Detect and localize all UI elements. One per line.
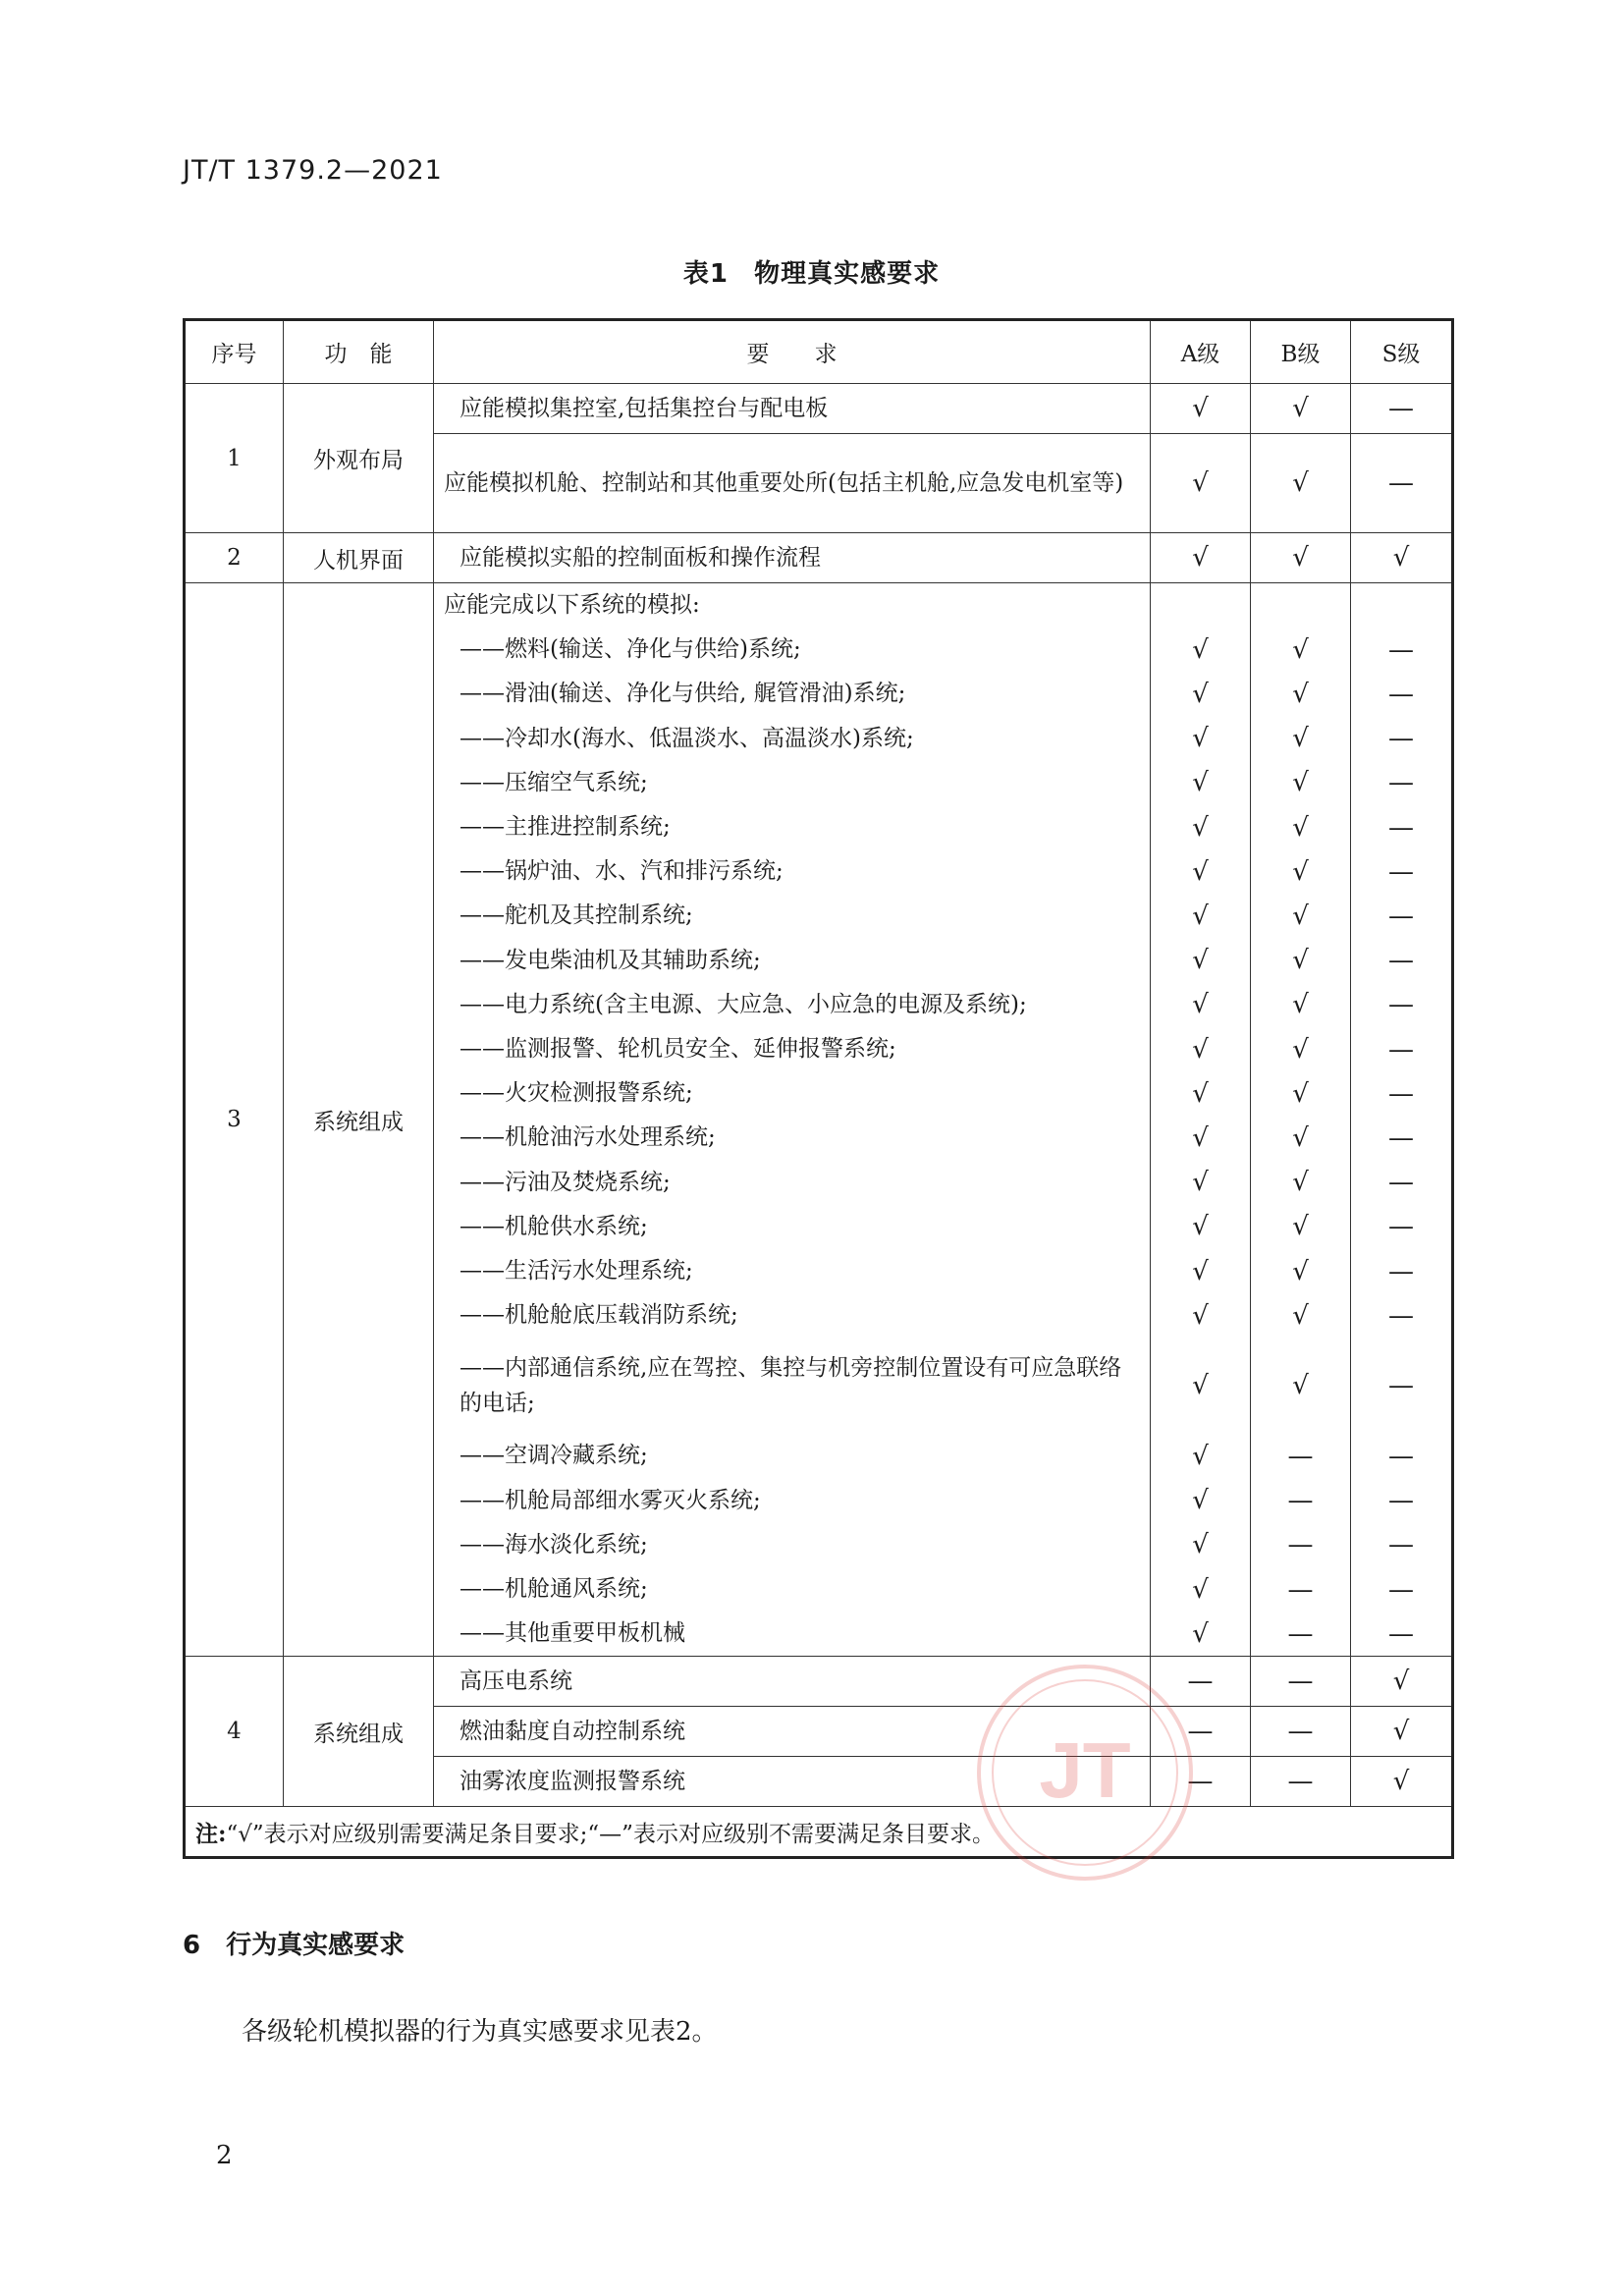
dash-mark: — — [1187, 1767, 1214, 1797]
check-mark: √ — [1192, 1078, 1209, 1109]
level-b-cell — [1251, 384, 1351, 434]
empty-cell — [1151, 583, 1251, 629]
requirement-text: 应能模拟机舱、控制站和其他重要处所(包括主机舱,应急发电机室等) — [434, 434, 1151, 533]
level-s-cell — [1351, 1293, 1453, 1338]
dash-mark: — — [1388, 1212, 1414, 1242]
requirement-text: 应能模拟实船的控制面板和操作流程 — [434, 533, 1151, 583]
dash-mark: — — [1388, 856, 1414, 887]
check-mark: √ — [1192, 394, 1209, 423]
check-mark: √ — [1292, 1256, 1309, 1286]
requirement-text: ——火灾检测报警系统; — [434, 1071, 1151, 1116]
check-mark: √ — [1192, 1574, 1209, 1605]
level-s-cell — [1351, 805, 1453, 849]
level-a-cell — [1151, 805, 1251, 849]
dash-mark: — — [1388, 1300, 1414, 1331]
level-a-cell — [1151, 533, 1251, 583]
page-number: 2 — [216, 2141, 233, 2170]
check-mark: √ — [1192, 1486, 1209, 1516]
row-number: 1 — [185, 384, 284, 533]
level-s-cell — [1351, 1757, 1453, 1807]
dash-mark: — — [1187, 1667, 1214, 1697]
dash-mark: — — [1388, 394, 1414, 423]
level-a-cell — [1151, 384, 1251, 434]
check-mark: √ — [1292, 1300, 1309, 1331]
dash-mark: — — [1388, 1530, 1414, 1560]
requirement-text: ——锅炉油、水、汽和排污系统; — [434, 849, 1151, 894]
level-b-cell — [1251, 1161, 1351, 1205]
dash-mark: — — [1388, 1256, 1414, 1286]
check-mark: √ — [1292, 990, 1309, 1020]
dash-mark: — — [1388, 1371, 1414, 1401]
check-mark: √ — [1192, 768, 1209, 798]
requirement-text: ——机舱通风系统; — [434, 1567, 1151, 1612]
level-a-cell — [1151, 1027, 1251, 1071]
check-mark: √ — [1392, 543, 1410, 573]
dash-mark: — — [1388, 1574, 1414, 1605]
level-s-cell — [1351, 384, 1453, 434]
table-note — [185, 1807, 1453, 1858]
level-b-cell — [1251, 1434, 1351, 1478]
row-function: 系统组成 — [284, 1657, 434, 1807]
requirement-text: 燃油黏度自动控制系统 — [434, 1707, 1151, 1757]
level-s-cell — [1351, 533, 1453, 583]
dash-mark: — — [1388, 768, 1414, 798]
level-a-cell — [1151, 1707, 1251, 1757]
level-s-cell — [1351, 672, 1453, 716]
level-s-cell — [1351, 1027, 1453, 1071]
check-mark: √ — [1192, 1530, 1209, 1560]
requirement-text: ——电力系统(含主电源、大应急、小应急的电源及系统); — [434, 983, 1151, 1027]
check-mark: √ — [1192, 1123, 1209, 1154]
check-mark: √ — [1192, 902, 1209, 932]
level-a-cell — [1151, 1567, 1251, 1612]
requirement-text: ——生活污水处理系统; — [434, 1249, 1151, 1293]
level-a-cell — [1151, 983, 1251, 1027]
check-mark: √ — [1392, 1717, 1410, 1747]
level-s-cell — [1351, 1434, 1453, 1478]
level-a-cell — [1151, 1657, 1251, 1707]
section-number: 6 — [183, 1931, 201, 1960]
level-a-cell — [1151, 849, 1251, 894]
row-number: 3 — [185, 583, 284, 1657]
level-b-cell — [1251, 1071, 1351, 1116]
row-number: 2 — [185, 533, 284, 583]
check-mark: √ — [1292, 634, 1309, 665]
requirement-text: ——滑油(输送、净化与供给, 艉管滑油)系统; — [434, 672, 1151, 716]
level-s-cell — [1351, 1523, 1453, 1567]
level-s-cell — [1351, 1707, 1453, 1757]
level-a-cell — [1151, 939, 1251, 983]
level-s-cell — [1351, 761, 1453, 805]
level-s-cell — [1351, 983, 1453, 1027]
dash-mark: — — [1388, 990, 1414, 1020]
check-mark: √ — [1192, 1618, 1209, 1649]
check-mark: √ — [1192, 856, 1209, 887]
check-mark: √ — [1192, 1371, 1209, 1401]
level-b-cell — [1251, 1523, 1351, 1567]
level-a-cell — [1151, 1612, 1251, 1657]
col-header-requirement: 要 求 — [434, 320, 1151, 384]
dash-mark: — — [1287, 1442, 1314, 1472]
dash-mark: — — [1388, 902, 1414, 932]
col-header-function: 功 能 — [284, 320, 434, 384]
dash-mark: — — [1388, 1618, 1414, 1649]
note-label: 注: — [195, 1820, 227, 1847]
body-paragraph: 各级轮机模拟器的行为真实感要求见表2。 — [242, 2017, 718, 2047]
level-b-cell — [1251, 1116, 1351, 1160]
level-s-cell — [1351, 434, 1453, 533]
dash-mark: — — [1388, 1442, 1414, 1472]
dash-mark: — — [1287, 1530, 1314, 1560]
level-a-cell — [1151, 1071, 1251, 1116]
check-mark: √ — [1292, 902, 1309, 932]
requirement-intro: 应能完成以下系统的模拟: — [434, 583, 1151, 629]
dash-mark: — — [1388, 1034, 1414, 1065]
level-a-cell — [1151, 1523, 1251, 1567]
requirement-text: ——燃料(输送、净化与供给)系统; — [434, 628, 1151, 672]
level-b-cell — [1251, 1612, 1351, 1657]
dash-mark: — — [1388, 468, 1414, 498]
level-b-cell — [1251, 761, 1351, 805]
check-mark: √ — [1292, 1123, 1309, 1154]
check-mark: √ — [1292, 680, 1309, 709]
row-function: 人机界面 — [284, 533, 434, 583]
level-a-cell — [1151, 1479, 1251, 1523]
level-b-cell — [1251, 1479, 1351, 1523]
level-a-cell — [1151, 717, 1251, 761]
level-a-cell — [1151, 761, 1251, 805]
table-row — [185, 583, 1453, 629]
check-mark: √ — [1292, 946, 1309, 976]
level-a-cell — [1151, 1293, 1251, 1338]
check-mark: √ — [1192, 543, 1209, 573]
check-mark: √ — [1292, 1212, 1309, 1242]
check-mark: √ — [1292, 768, 1309, 798]
check-mark: √ — [1392, 1767, 1410, 1797]
dash-mark: — — [1287, 1667, 1314, 1697]
table-title-text: 物理真实感要求 — [754, 259, 941, 289]
level-s-cell — [1351, 1116, 1453, 1160]
requirements-table — [183, 318, 1454, 1859]
check-mark: √ — [1192, 812, 1209, 843]
table-row — [185, 533, 1453, 583]
level-s-cell — [1351, 1567, 1453, 1612]
level-b-cell — [1251, 894, 1351, 938]
row-function: 系统组成 — [284, 583, 434, 1657]
level-s-cell — [1351, 1338, 1453, 1434]
row-number: 4 — [185, 1657, 284, 1807]
level-b-cell — [1251, 717, 1351, 761]
check-mark: √ — [1192, 634, 1209, 665]
check-mark: √ — [1292, 856, 1309, 887]
level-a-cell — [1151, 628, 1251, 672]
requirement-text: ——内部通信系统,应在驾控、集控与机旁控制位置设有可应急联络的电话; — [434, 1338, 1151, 1434]
dash-mark: — — [1287, 1574, 1314, 1605]
level-a-cell — [1151, 1757, 1251, 1807]
dash-mark: — — [1388, 1168, 1414, 1198]
level-a-cell — [1151, 1161, 1251, 1205]
note-text: “√”表示对应级别需要满足条目要求;“—”表示对应级别不需要满足条目要求。 — [226, 1821, 995, 1847]
check-mark: √ — [1292, 543, 1309, 573]
requirement-text: ——发电柴油机及其辅助系统; — [434, 939, 1151, 983]
check-mark: √ — [1292, 1078, 1309, 1109]
check-mark: √ — [1292, 812, 1309, 843]
check-mark: √ — [1292, 1034, 1309, 1065]
level-b-cell — [1251, 849, 1351, 894]
empty-cell — [1251, 583, 1351, 629]
requirement-text: ——舵机及其控制系统; — [434, 894, 1151, 938]
dash-mark: — — [1388, 1078, 1414, 1109]
dash-mark: — — [1388, 1486, 1414, 1516]
requirement-text: ——污油及焚烧系统; — [434, 1161, 1151, 1205]
level-a-cell — [1151, 1116, 1251, 1160]
requirement-text: ——监测报警、轮机员安全、延伸报警系统; — [434, 1027, 1151, 1071]
level-b-cell — [1251, 983, 1351, 1027]
dash-mark: — — [1388, 724, 1414, 754]
level-a-cell — [1151, 434, 1251, 533]
level-b-cell — [1251, 1338, 1351, 1434]
check-mark: √ — [1292, 468, 1309, 498]
row-function: 外观布局 — [284, 384, 434, 533]
table-header-row — [185, 320, 1453, 384]
check-mark: √ — [1292, 1168, 1309, 1198]
level-b-cell — [1251, 434, 1351, 533]
empty-cell — [1351, 583, 1453, 629]
level-b-cell — [1251, 1567, 1351, 1612]
level-a-cell — [1151, 1205, 1251, 1249]
level-s-cell — [1351, 894, 1453, 938]
level-b-cell — [1251, 1293, 1351, 1338]
level-b-cell — [1251, 939, 1351, 983]
table-title-label: 表1 — [682, 259, 729, 289]
requirement-text: 油雾浓度监测报警系统 — [434, 1757, 1151, 1807]
dash-mark: — — [1388, 634, 1414, 665]
check-mark: √ — [1292, 1371, 1309, 1401]
level-s-cell — [1351, 1161, 1453, 1205]
col-header-level-a: A级 — [1151, 320, 1251, 384]
stamp-text: JT — [1039, 1726, 1131, 1814]
requirement-text: ——主推进控制系统; — [434, 805, 1151, 849]
check-mark: √ — [1192, 990, 1209, 1020]
level-b-cell — [1251, 533, 1351, 583]
check-mark: √ — [1292, 724, 1309, 754]
dash-mark: — — [1388, 1123, 1414, 1154]
level-s-cell — [1351, 849, 1453, 894]
requirement-text: ——冷却水(海水、低温淡水、高温淡水)系统; — [434, 717, 1151, 761]
check-mark: √ — [1192, 468, 1209, 498]
level-a-cell — [1151, 672, 1251, 716]
level-s-cell — [1351, 1612, 1453, 1657]
requirement-text: ——空调冷藏系统; — [434, 1434, 1151, 1478]
check-mark: √ — [1192, 680, 1209, 709]
dash-mark: — — [1187, 1717, 1214, 1747]
level-a-cell — [1151, 1249, 1251, 1293]
level-b-cell — [1251, 805, 1351, 849]
level-s-cell — [1351, 1249, 1453, 1293]
check-mark: √ — [1192, 946, 1209, 976]
dash-mark: — — [1388, 680, 1414, 709]
table-row — [185, 1657, 1453, 1707]
level-s-cell — [1351, 1071, 1453, 1116]
table-note-row — [185, 1807, 1453, 1858]
dash-mark: — — [1388, 812, 1414, 843]
requirement-text: 应能模拟集控室,包括集控台与配电板 — [434, 384, 1151, 434]
requirement-text: ——机舱油污水处理系统; — [434, 1116, 1151, 1160]
requirement-text: ——压缩空气系统; — [434, 761, 1151, 805]
table-title — [0, 253, 1623, 290]
level-b-cell — [1251, 1205, 1351, 1249]
check-mark: √ — [1192, 1442, 1209, 1472]
dash-mark: — — [1287, 1486, 1314, 1516]
check-mark: √ — [1392, 1667, 1410, 1697]
level-b-cell — [1251, 1707, 1351, 1757]
check-mark: √ — [1192, 724, 1209, 754]
table-row — [185, 384, 1453, 434]
check-mark: √ — [1292, 394, 1309, 423]
level-a-cell — [1151, 1338, 1251, 1434]
level-s-cell — [1351, 939, 1453, 983]
level-s-cell — [1351, 1479, 1453, 1523]
section-heading — [183, 1925, 405, 1961]
check-mark: √ — [1192, 1034, 1209, 1065]
check-mark: √ — [1192, 1256, 1209, 1286]
level-b-cell — [1251, 628, 1351, 672]
level-b-cell — [1251, 1657, 1351, 1707]
level-b-cell — [1251, 1757, 1351, 1807]
col-header-level-b: B级 — [1251, 320, 1351, 384]
level-s-cell — [1351, 1657, 1453, 1707]
level-s-cell — [1351, 717, 1453, 761]
check-mark: √ — [1192, 1168, 1209, 1198]
document-code: JT/T 1379.2—2021 — [183, 155, 443, 186]
col-header-level-s: S级 — [1351, 320, 1453, 384]
section-title: 行为真实感要求 — [226, 1931, 406, 1960]
requirement-text: ——机舱局部细水雾灭火系统; — [434, 1479, 1151, 1523]
level-b-cell — [1251, 1027, 1351, 1071]
requirement-text: ——其他重要甲板机械 — [434, 1612, 1151, 1657]
check-mark: √ — [1192, 1300, 1209, 1331]
requirement-text: ——机舱供水系统; — [434, 1205, 1151, 1249]
level-s-cell — [1351, 628, 1453, 672]
level-b-cell — [1251, 1249, 1351, 1293]
dash-mark: — — [1287, 1767, 1314, 1797]
dash-mark: — — [1287, 1717, 1314, 1747]
level-a-cell — [1151, 1434, 1251, 1478]
check-mark: √ — [1192, 1212, 1209, 1242]
col-header-no: 序号 — [185, 320, 284, 384]
level-b-cell — [1251, 672, 1351, 716]
dash-mark: — — [1388, 946, 1414, 976]
requirement-text: ——机舱舱底压载消防系统; — [434, 1293, 1151, 1338]
dash-mark: — — [1287, 1618, 1314, 1649]
requirement-text: 高压电系统 — [434, 1657, 1151, 1707]
level-a-cell — [1151, 894, 1251, 938]
level-s-cell — [1351, 1205, 1453, 1249]
requirement-text: ——海水淡化系统; — [434, 1523, 1151, 1567]
